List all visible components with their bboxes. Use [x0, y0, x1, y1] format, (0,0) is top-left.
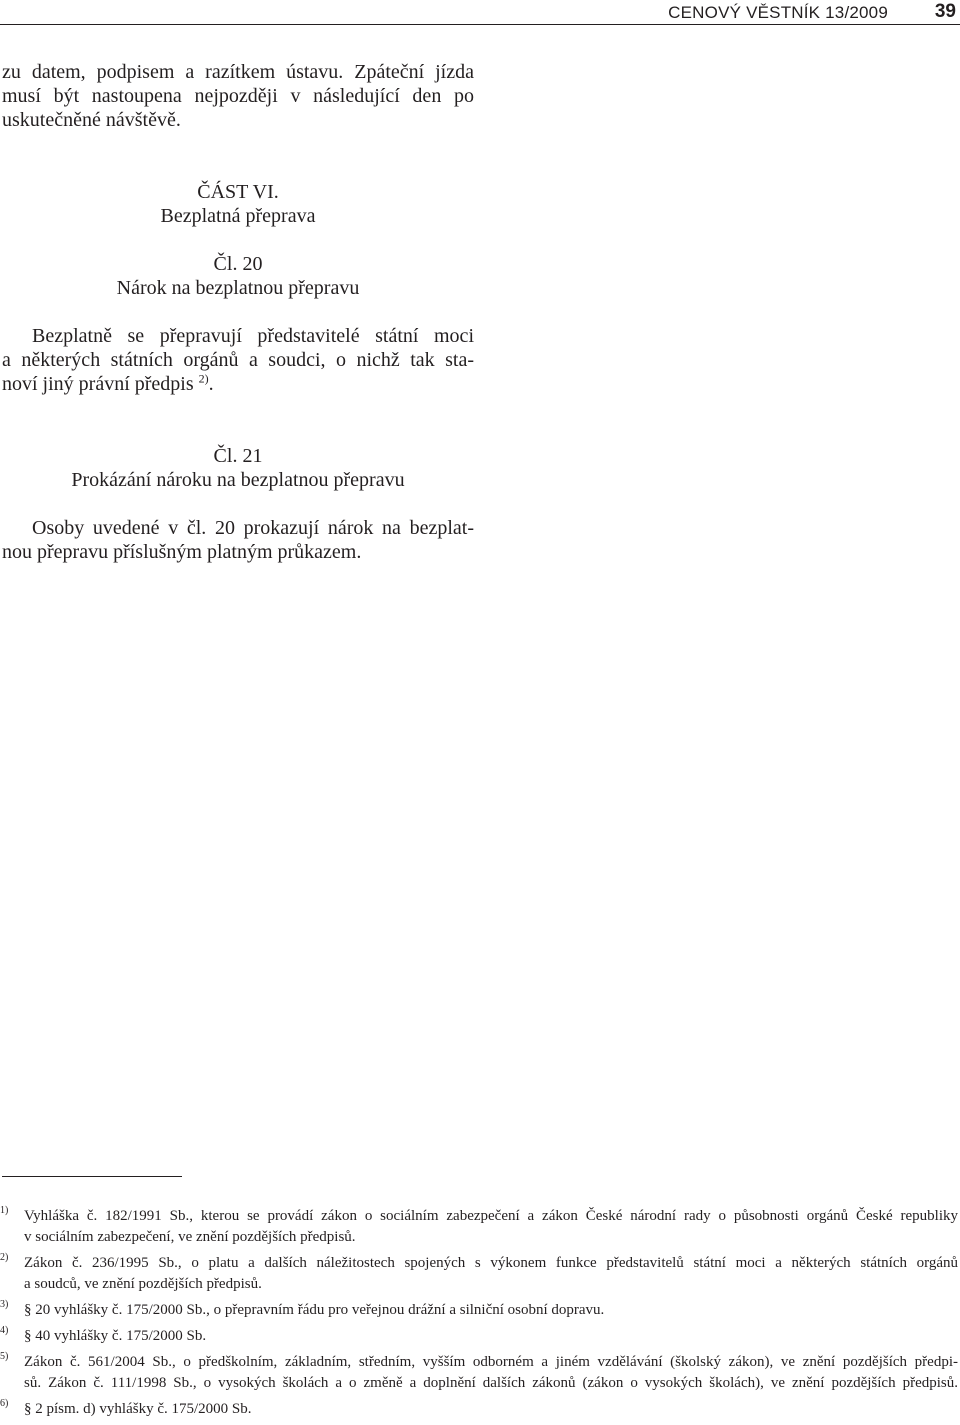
paragraph-line: nou přepravu příslušným platným průkazem. [2, 541, 362, 563]
article-20-label: Čl. 20 [213, 253, 263, 275]
page-number: 39 [934, 1, 956, 22]
publication-title: CENOVÝ VĚSTNÍK 13/2009 [668, 3, 888, 22]
part-label: ČÁST VI. [197, 181, 279, 203]
intro-line: zu datem, podpisem a razítkem ústavu. Zpáteční jízda [2, 61, 474, 83]
paragraph-line: noví jiný právní předpis $^{2)}$. [2, 371, 214, 395]
footnote-divider [2, 1176, 182, 1177]
footnote-text: a soudců, ve znění pozdějších předpisů. [24, 1276, 262, 1292]
footnote-text: v sociálním zabezpečení, ve znění pozdějších předpisů. [24, 1229, 356, 1245]
footnote-text: Vyhláška č. 182/1991 Sb., kterou se provádí zákon o sociálním zabezpečení a zákon České národní rady o působnosti orgánů České republiky [24, 1208, 958, 1224]
footnote-text: § 2 písm. d) vyhlášky č. 175/2000 Sb. [24, 1401, 252, 1417]
footnote-number: 1) [0, 1205, 9, 1216]
intro-line: uskutečněné návštěvě. [2, 109, 181, 131]
article-21-label: Čl. 21 [213, 445, 263, 467]
footnotes [0, 1206, 958, 1425]
paragraph-line: Bezplatně se přepravují představitelé státní moci [32, 325, 474, 347]
footnote-text: sů. Zákon č. 111/1998 Sb., o vysokých školách a o změně a doplnění dalších zákonů (zákon o vysokých školách), ve znění pozdějších předpisů. [24, 1375, 958, 1391]
footnote [0, 1300, 958, 1321]
footnote [0, 1352, 958, 1394]
footnote-number: 3) [0, 1299, 9, 1310]
footnote-text: § 20 vyhlášky č. 175/2000 Sb., o přepravním řádu pro veřejnou drážní a silniční osobní dopravu. [24, 1302, 605, 1318]
article-20-paragraph [2, 324, 474, 396]
footnote-text: Zákon č. 561/2004 Sb., o předškolním, základním, středním, vyšším odborném a jiném vzdělávání (školský zákon), ve znění pozdějších předpi- [24, 1354, 958, 1370]
paragraph-line: a některých státních orgánů a soudci, o nichž tak sta- [2, 349, 474, 371]
intro-line: musí být nastoupena nejpozději v následující den po [2, 85, 474, 107]
footnote [0, 1326, 958, 1347]
main-column [2, 60, 474, 564]
footnote-ref: 2) [198, 371, 209, 386]
footnote [0, 1206, 958, 1248]
footnote-number: 2) [0, 1252, 9, 1263]
footnote-text: Zákon č. 236/1995 Sb., o platu a dalších náležitostech spojených s výkonem funkce představitelů státní moci a některých státních orgánů [24, 1255, 958, 1271]
paragraph-line: Osoby uvedené v čl. 20 prokazují nárok na bezplat- [32, 517, 474, 539]
footnote-number: 4) [0, 1325, 9, 1336]
article-21-title: Prokázání nároku na bezplatnou přepravu [71, 469, 405, 491]
footnote [0, 1253, 958, 1295]
article-20-title: Nárok na bezplatnou přepravu [116, 277, 360, 299]
intro-paragraph [2, 60, 474, 132]
footnote-text: § 40 vyhlášky č. 175/2000 Sb. [24, 1328, 207, 1344]
footnote [0, 1399, 958, 1420]
article-21-paragraph [2, 516, 474, 564]
footnote-number: 6) [0, 1398, 9, 1409]
page-header [0, 0, 960, 25]
part-title: Bezplatná přeprava [160, 205, 316, 227]
footnote-number: 5) [0, 1351, 9, 1362]
